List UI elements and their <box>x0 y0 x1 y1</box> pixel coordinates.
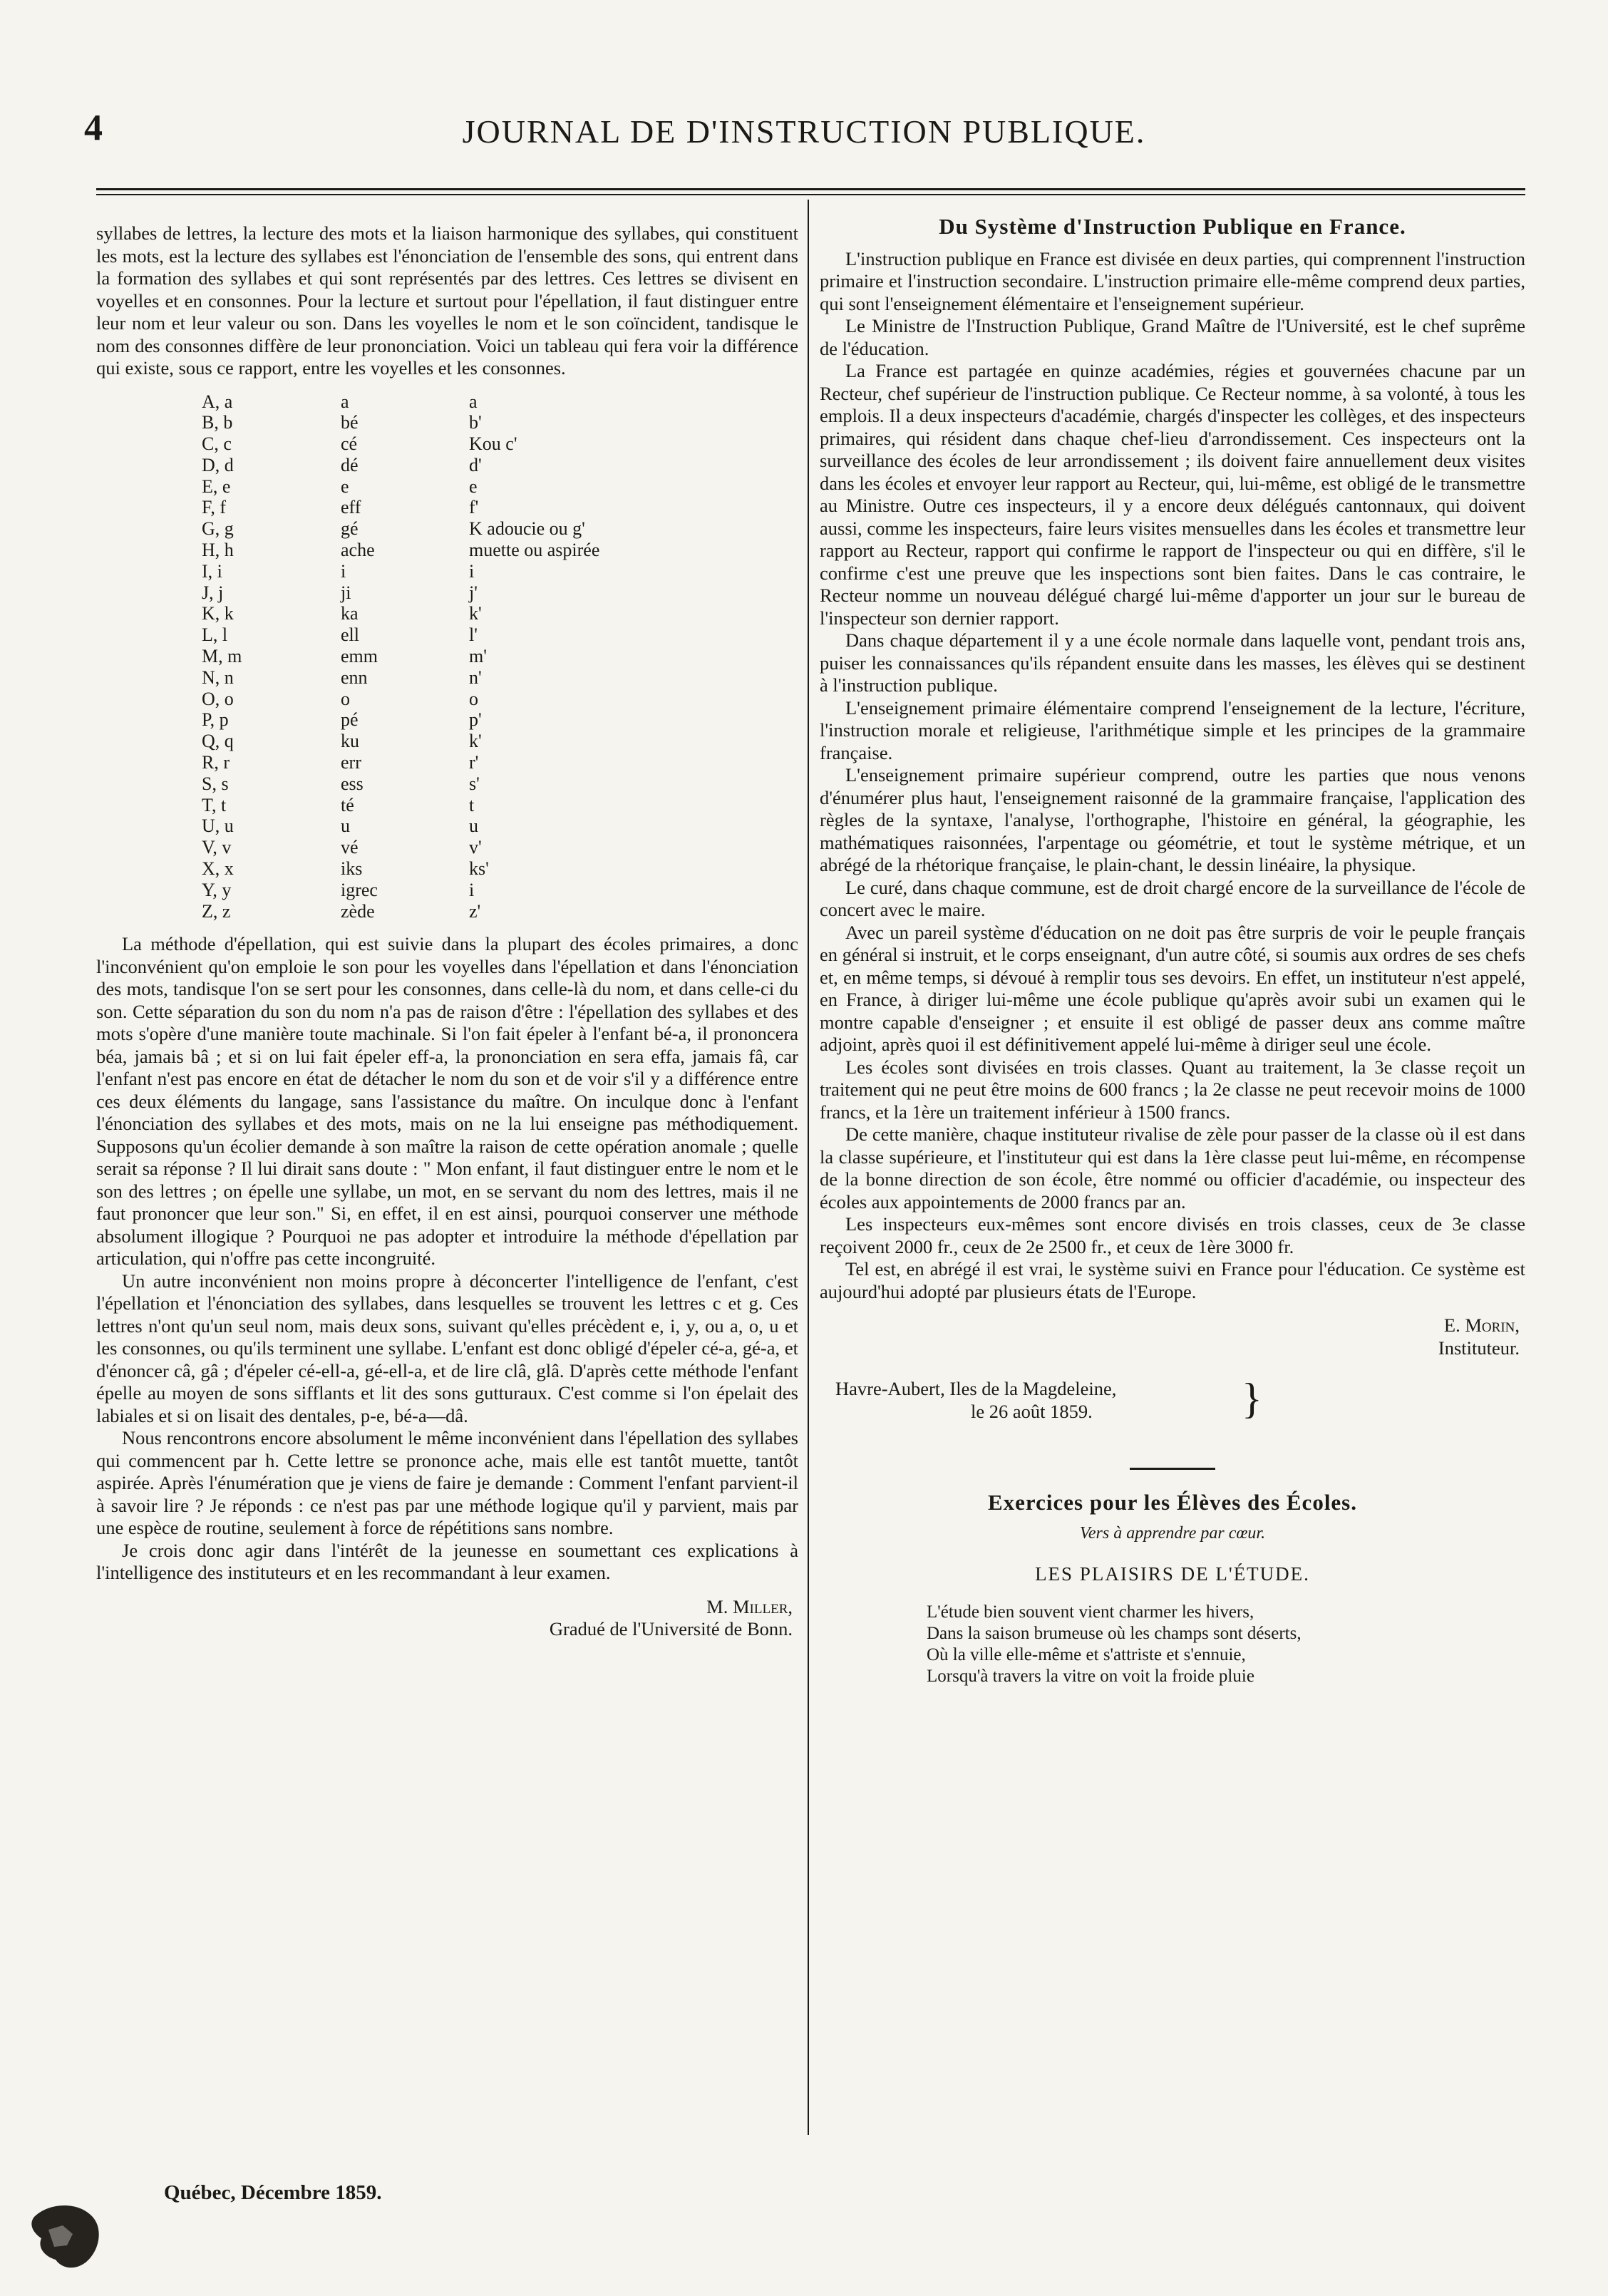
letter-cell: A, a <box>202 391 233 412</box>
alphabet-row <box>202 561 599 582</box>
body-paragraph: Le Ministre de l'Instruction Publique, Grand Maître de l'Université, est le chef suprême de l'éducation. <box>820 315 1525 359</box>
letter-name-cell: ache <box>341 540 375 561</box>
letter-name-cell: vé <box>341 837 359 858</box>
letter-sound-cell: i <box>469 560 475 582</box>
body-paragraph: Avec un pareil système d'éducation on ne doit pas être surpris de voir le peuple français en général si instruit, et le corps enseignant, d'un autre côté, si soumis aux ordres de ses chefs et, en même temps, si dévoué à remplir tous ses devoirs. En effet, un instituteur n'est appelé, en France, à diriger lui-même une école publique qu'après avoir subi un examen qui le montre capable d'enseigner ; et ensuite il est obligé de passer deux ans comme maître adjoint, après quoi il est définitivement appelé lui-même à diriger seul une école. <box>820 921 1525 1055</box>
letter-name-cell: eff <box>341 497 361 518</box>
letter-sound-cell: v' <box>469 837 482 858</box>
letter-cell: L, l <box>202 624 228 646</box>
letter-sound-cell: a <box>469 391 478 412</box>
alphabet-row <box>202 795 599 816</box>
alphabet-row <box>202 858 599 880</box>
section-title: Du Système d'Instruction Publique en France. <box>939 214 1406 239</box>
letter-cell: P, p <box>202 709 229 731</box>
alphabet-row <box>202 709 599 731</box>
letter-cell: C, c <box>202 433 232 455</box>
alphabet-row <box>202 497 599 518</box>
letter-cell: J, j <box>202 582 224 603</box>
letter-sound-cell: ks' <box>469 858 489 880</box>
alphabet-row <box>202 773 599 795</box>
library-stamp-mark <box>20 2188 113 2281</box>
alphabet-row <box>202 689 599 710</box>
letter-sound-cell: i <box>469 879 475 900</box>
alphabet-row <box>202 646 599 667</box>
body-paragraph: La méthode d'épellation, qui est suivie dans la plupart des écoles primaires, a donc l'inconvénient qu'on emploie le son pour les voyelles dans l'épellation et dans l'énonciation des mots, tandisque l'on se sert pour les consonnes, dans celle-là du nom, et dans celle-ci du son. Cette séparation du son du nom n'a pas de raison d'être : l'épellation des syllabes et des mots s'opère d'une manière toute machinale. Si l'on fait épeler à l'enfant bé-a, il prononcera béa, jamais bâ ; et si on lui fait épeler eff-a, la prononciation en sera effa, jamais fâ, car l'enfant n'est pas encore en état de détacher le nom du son et de voir s'il y a différence entre ces deux éléments du langage, sans l'assistance du maître. On inculque donc à l'enfant l'énonciation des syllabes et des mots, mais on ne la lui enseigne pas méthodiquement. Supposons qu'un écolier demande à son maître la raison de cette opération anomale ; quelle serait sa réponse ? Il lui dirait sans doute : " Mon enfant, il faut distinguer entre le nom et le son des lettres ; on épelle une syllabe, un mot, en se servant du nom des lettres, mais il ne faut prononcer que leur son." Si, en effet, il en est ainsi, pourquoi conserver une méthode absolument illogique ? Pourquoi ne pas adopter et introduire la méthode d'épellation par articulation, qui n'offre pas cette incongruité. <box>96 933 798 1270</box>
letter-name-cell: emm <box>341 646 378 667</box>
letter-name-cell: té <box>341 794 354 815</box>
alphabet-row <box>202 731 599 752</box>
place-date-block <box>835 1375 1525 1428</box>
alphabet-row <box>202 412 599 433</box>
letter-sound-cell: Kou c' <box>469 433 517 455</box>
alphabet-row <box>202 624 599 646</box>
exercises-title: Exercices pour les Élèves des Écoles. <box>987 1490 1357 1515</box>
letter-sound-cell: o <box>469 688 478 709</box>
header-rule-top <box>96 188 1525 190</box>
letter-sound-cell: n' <box>469 666 482 688</box>
letter-name-cell: pé <box>341 709 359 731</box>
alphabet-table <box>202 391 599 922</box>
date-line: le 26 août 1859. <box>971 1401 1093 1422</box>
poem-line: L'étude bien souvent vient charmer les hivers, <box>927 1602 1254 1622</box>
body-paragraph: Tel est, en abrégé il est vrai, le système suivi en France pour l'éducation. Ce système est aujourd'hui adopté par plusieurs états de l'Europe. <box>820 1258 1525 1302</box>
letter-name-cell: iks <box>341 858 363 880</box>
body-paragraph: De cette manière, chaque instituteur rivalise de zèle pour passer de la classe où il est dans la classe supérieure, et l'instituteur qui est dans la 1ère classe peut lui-même, en récompense de la bonne direction de son école, être nommé ou officier d'académie, ou inspecteur des écoles aux appointements de 2000 francs par an. <box>820 1123 1525 1213</box>
alphabet-row <box>202 901 599 922</box>
intro-paragraph: syllabes de lettres, la lecture des mots et la liaison harmonique des syllabes, qui constituent les mots, est la lecture des syllabes est l'énonciation de l'ensemble des sons, qui entrent dans la formation des syllabes et qui sont représentés par des lettres. Ces lettres se divisent en voyelles et en consonnes. Pour la lecture et surtout pour l'épellation, il faut distinguer entre leur nom et leur valeur ou son. Dans les voyelles le nom et le son coïncident, tandisque le nom des consonnes diffère de leur prononciation. Voici un tableau qui fera voir la différence qui existe, sous ce rapport, entre les voyelles et les consonnes. <box>96 222 798 379</box>
letter-name-cell: i <box>341 560 346 582</box>
header-rule-bottom <box>96 194 1525 195</box>
alphabet-row <box>202 880 599 901</box>
author-place-date: Québec, Décembre 1859. <box>164 2181 382 2204</box>
alphabet-row <box>202 540 599 561</box>
letter-name-cell: enn <box>341 666 368 688</box>
alphabet-row <box>202 667 599 689</box>
exercises-subtitle: Vers à apprendre par cœur. <box>1079 1523 1266 1543</box>
letter-cell: K, k <box>202 603 234 624</box>
alphabet-row <box>202 518 599 540</box>
place-line: Havre-Aubert, Iles de la Magdeleine, <box>835 1378 1117 1399</box>
body-paragraph: Les inspecteurs eux-mêmes sont encore divisés en trois classes, ceux de 3e classe reçoivent 2000 fr., ceux de 2e 2500 fr., et ceux de 1ère 3000 fr. <box>820 1213 1525 1257</box>
letter-name-cell: ess <box>341 773 364 794</box>
journal-title: JOURNAL DE D'INSTRUCTION PUBLIQUE. <box>462 113 1146 150</box>
letter-cell: Q, q <box>202 731 234 752</box>
letter-name-cell: cé <box>341 433 358 455</box>
letter-name-cell: ku <box>341 731 359 752</box>
letter-sound-cell: K adoucie ou g' <box>469 518 585 540</box>
poem-line: Où la ville elle-même et s'attriste et s'ennuie, <box>927 1644 1246 1664</box>
column-divider <box>808 200 809 2135</box>
alphabet-row <box>202 603 599 624</box>
right-column <box>820 215 1525 1687</box>
poem-line: Lorsqu'à travers la vitre on voit la froide pluie <box>927 1666 1254 1686</box>
letter-name-cell: e <box>341 475 349 497</box>
letter-sound-cell: s' <box>469 773 480 794</box>
letter-sound-cell: d' <box>469 454 482 475</box>
letter-cell: B, b <box>202 412 233 433</box>
section-separator <box>1130 1468 1215 1470</box>
body-paragraph: Je crois donc agir dans l'intérêt de la jeunesse en soumettant ces explications à l'intelligence des instituteurs et en les recommandant à leur examen. <box>96 1539 798 1584</box>
letter-sound-cell: muette ou aspirée <box>469 540 600 561</box>
alphabet-row <box>202 476 599 498</box>
letter-sound-cell: e <box>469 475 478 497</box>
author-role: Gradué de l'Université de Bonn. <box>549 1618 793 1640</box>
poem-line: Dans la saison brumeuse où les champs sont déserts, <box>927 1623 1302 1643</box>
letter-cell: D, d <box>202 454 234 475</box>
letter-cell: S, s <box>202 773 229 794</box>
alphabet-row <box>202 815 599 837</box>
letter-cell: I, i <box>202 560 222 582</box>
letter-cell: F, f <box>202 497 227 518</box>
letter-cell: N, n <box>202 666 234 688</box>
letter-name-cell: igrec <box>341 879 378 900</box>
poem-title: LES PLAISIRS DE L'ÉTUDE. <box>1035 1563 1310 1585</box>
body-paragraph: La France est partagée en quinze académies, régies et gouvernées chacune par un Recteur, chef supérieur de l'instruction publique. Ce Recteur nomme, à sa volonté, à tous les emplois. Il a deux inspecteurs d'académie, chargés d'inspecter les collèges, et des inspecteurs primaires, qui résident dans chaque chef-lieu d'arrondissement. Ces inspecteurs ont la surveillance des écoles de leur arrondissement ; ils doivent faire annuellement deux visites dans les écoles et envoyer leur rapport au Recteur, qui, lui-même, est obligé de le transmettre au Ministre. Outre ces inspecteurs, il y a encore deux délégués cantonnaux, qui doivent aussi, comme les inspecteurs, faire leurs visites mensuelles dans les écoles et transmettre leur rapport au Recteur, rapport qui confirme le rapport de l'inspecteur ou qui en diffère, s'il le confirme c'est une preuve que les inspections sont bien faites. Dans le cas contraire, le Recteur nomme un nouveau délégué chargé lui-même d'apporter un jour sur le bureau de l'inspecteur son dernier rapport. <box>820 360 1525 629</box>
letter-name-cell: u <box>341 815 350 837</box>
letter-sound-cell: k' <box>469 731 482 752</box>
body-paragraph: Nous rencontrons encore absolument le même inconvénient dans l'épellation des syllabes qui commencent par h. Cette lettre se prononce ache, mais elle est tantôt muette, tantôt aspirée. Après l'énumération que je viens de faire je demande : Comment l'enfant parvient-il à savoir lire ? Je réponds : ce n'est pas par une méthode logique qu'il y parvient, mais par une espèce de routine, seulement à force de répétitions sans nombre. <box>96 1427 798 1539</box>
alphabet-row <box>202 433 599 455</box>
letter-name-cell: ka <box>341 603 359 624</box>
body-paragraph: Les écoles sont divisées en trois classes. Quant au traitement, la 3e classe reçoit un traitement qui ne peut être moins de 600 francs ; la 2e classe ne peut recevoir moins de 1000 francs, et la 1ère un traitement inférieur à 1500 francs. <box>820 1056 1525 1123</box>
letter-cell: O, o <box>202 688 234 709</box>
letter-name-cell: o <box>341 688 350 709</box>
letter-cell: R, r <box>202 752 230 773</box>
letter-sound-cell: t <box>469 794 475 815</box>
alphabet-row <box>202 391 599 413</box>
letter-sound-cell: r' <box>469 752 479 773</box>
poem <box>927 1602 1525 1687</box>
letter-sound-cell: j' <box>469 582 478 603</box>
letter-cell: H, h <box>202 540 234 561</box>
body-paragraph: L'enseignement primaire élémentaire comprend l'enseignement de la lecture, l'écriture, l'instruction morale et religieuse, l'arithmétique simple et les principes de la grammaire française. <box>820 696 1525 763</box>
author-role: Instituteur. <box>1438 1337 1520 1359</box>
letter-sound-cell: m' <box>469 646 487 667</box>
alphabet-row <box>202 455 599 476</box>
letter-name-cell: ji <box>341 582 351 603</box>
letter-name-cell: ell <box>341 624 359 646</box>
letter-cell: U, u <box>202 815 234 837</box>
body-paragraph: L'instruction publique en France est divisée en deux parties, qui comprennent l'instruction primaire et l'instruction secondaire. L'instruction primaire elle-même comprend deux parties, qui sont l'enseignement élémentaire et l'enseignement supérieur. <box>820 247 1525 314</box>
letter-sound-cell: p' <box>469 709 482 731</box>
letter-cell: M, m <box>202 646 242 667</box>
alphabet-row <box>202 837 599 858</box>
letter-name-cell: zède <box>341 900 375 922</box>
letter-name-cell: a <box>341 391 349 412</box>
letter-sound-cell: b' <box>469 412 482 433</box>
author-name: E. Morin, <box>1443 1314 1520 1336</box>
alphabet-row <box>202 582 599 604</box>
letter-cell: Y, y <box>202 879 232 900</box>
letter-sound-cell: k' <box>469 603 482 624</box>
letter-sound-cell: l' <box>469 624 478 646</box>
letter-sound-cell: z' <box>469 900 481 922</box>
letter-cell: E, e <box>202 475 231 497</box>
letter-cell: X, x <box>202 858 234 880</box>
letter-name-cell: dé <box>341 454 359 475</box>
letter-name-cell: bé <box>341 412 359 433</box>
letter-sound-cell: f' <box>469 497 479 518</box>
body-paragraph: Un autre inconvénient non moins propre à déconcerter l'intelligence de l'enfant, c'est l'épellation et l'énonciation des syllabes, dans lesquelles se trouvent les lettres c et g. Ces lettres n'ont qu'un seul nom, mais deux sons, suivant qu'elles précèdent e, i, y, ou a, o, u et les consonnes, ou qu'ils terminent une syllabe. L'enfant est donc obligé d'épeler cé-a, gé-a, et d'énoncer câ, gâ ; d'épeler cé-ell-a, gé-ell-a, et de lire clâ, glâ. D'après cette méthode l'enfant épelle au moyen de sons sifflants et lit des sons gutturaux. C'est comme si l'on épelait des labiales et si on lisait des dentales, p-e, bé-a—dâ. <box>96 1270 798 1426</box>
letter-cell: Z, z <box>202 900 231 922</box>
letter-cell: V, v <box>202 837 232 858</box>
letter-sound-cell: u <box>469 815 478 837</box>
body-paragraph: L'enseignement primaire supérieur comprend, outre les parties que nous venons d'énumérer plus haut, l'enseignement raisonné de la grammaire française, l'application des règles de la syntaxe, l'analyse, l'orthographe, l'histoire en général, la géographie, les mathématiques raisonnées, l'arpentage ou géométrie, et tout le système métrique, et un abrégé de la rhétorique française, le plain-chant, le dessin linéaire, la physique. <box>820 764 1525 875</box>
letter-cell: G, g <box>202 518 234 540</box>
letter-cell: T, t <box>202 794 227 815</box>
author-name: M. Miller, <box>706 1595 793 1617</box>
letter-name-cell: gé <box>341 518 359 540</box>
alphabet-row <box>202 752 599 773</box>
left-column <box>96 222 798 1641</box>
page-number: 4 <box>84 108 103 148</box>
body-paragraph: Dans chaque département il y a une école normale dans laquelle vont, pendant trois ans, puiser les connaissances qu'ils répandent ensuite dans les masses, les élèves qui se destinent à l'instruction publique. <box>820 629 1525 696</box>
brace-glyph: } <box>1242 1375 1262 1422</box>
body-paragraph: Le curé, dans chaque commune, est de droit chargé encore de la surveillance de l'école de concert avec le maire. <box>820 876 1525 920</box>
letter-name-cell: err <box>341 752 361 773</box>
